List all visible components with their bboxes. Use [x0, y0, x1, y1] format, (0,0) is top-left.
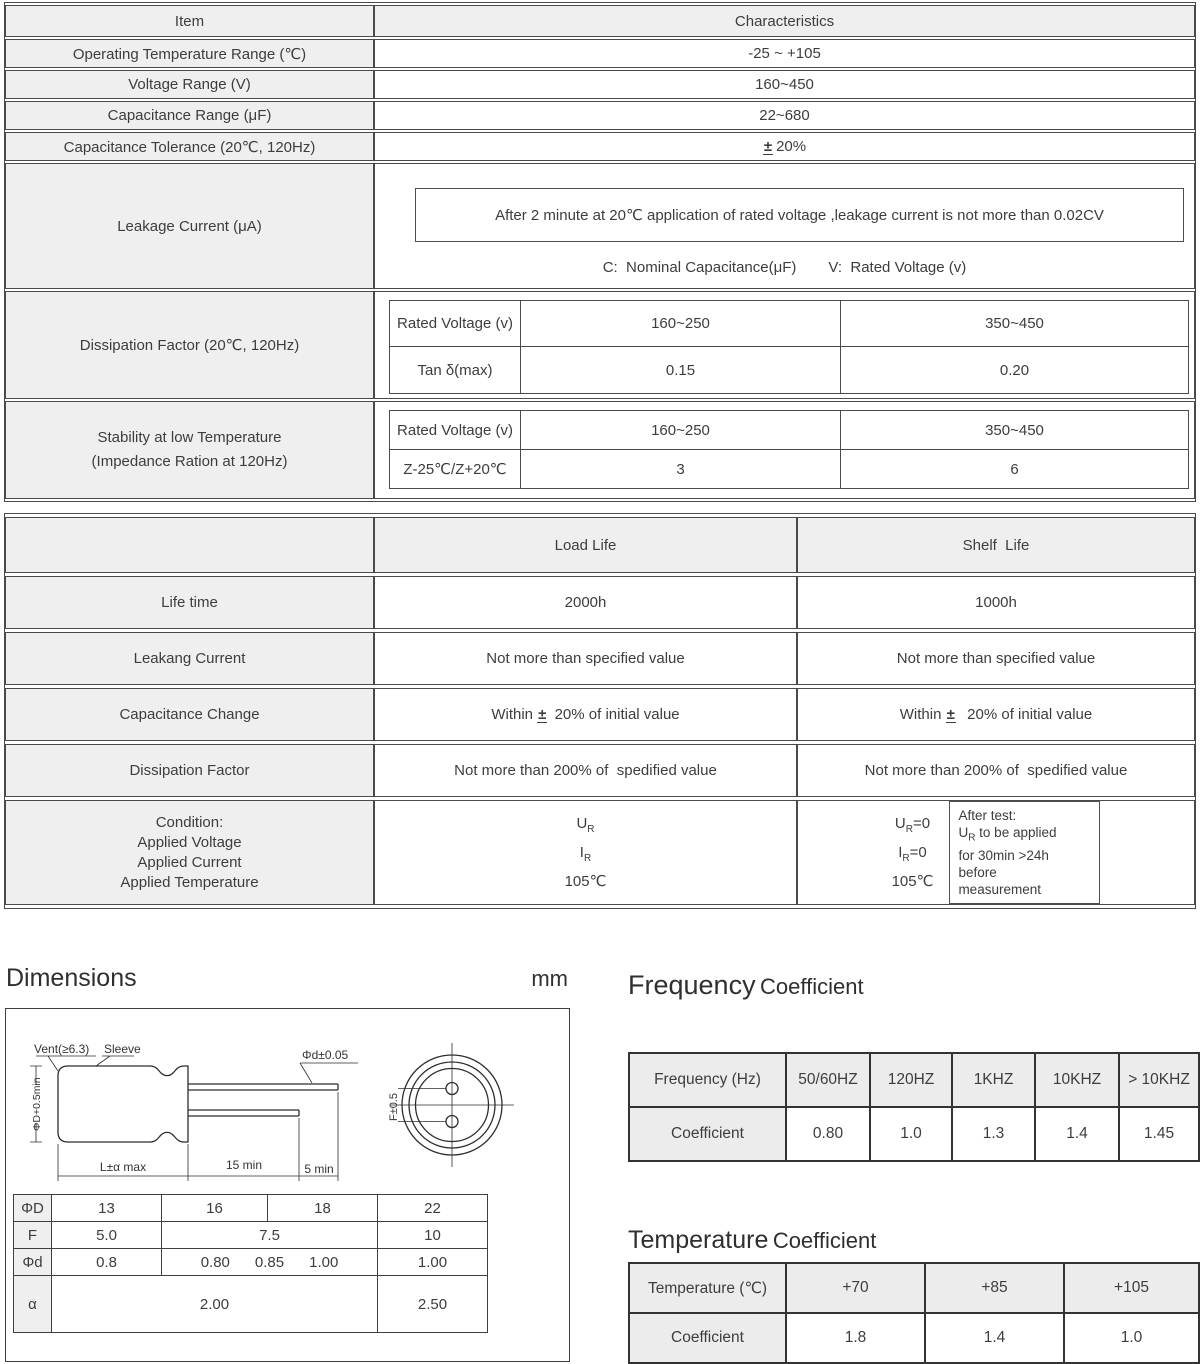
frequency-value-row [629, 1107, 1199, 1161]
inner-cell: 6 [841, 450, 1189, 489]
condition-line: Applied Current [137, 853, 242, 871]
lead15-label: 15 min [225, 1158, 263, 1172]
row-value-load: 2000h [374, 576, 797, 629]
dimensions-box [5, 1008, 570, 1362]
row-label: Leakage Current (μA) [5, 163, 374, 289]
cell: 1.00 [378, 1249, 488, 1276]
heading-sub: Coefficient [772, 1228, 877, 1253]
ir-value: $I_R$ [579, 844, 592, 864]
vent-label: Vent(≥6.3) [34, 1042, 90, 1056]
vent-leader [36, 1056, 96, 1071]
sleeve-leader [96, 1056, 134, 1066]
text: Within [491, 706, 538, 723]
temp-value: 105℃ [891, 873, 934, 890]
row-value [374, 291, 1195, 399]
stability-label-line1: Stability at low Temperature [97, 429, 282, 446]
spec-row-temp-range [5, 39, 1195, 68]
life-row-leakage [5, 632, 1195, 685]
row-value [374, 132, 1195, 161]
note-line: measurement [958, 881, 1041, 897]
text: 20% of initial value [958, 706, 1093, 723]
life-header-blank [5, 517, 374, 573]
plus-minus: ± [763, 138, 773, 155]
body-diameter-label: ΦD+0.5min [31, 1077, 43, 1131]
frequency-coefficient-table [628, 1052, 1200, 1162]
heading-main: Temperature [628, 1226, 769, 1254]
life-row-lifetime [5, 576, 1195, 629]
row-value-load: Not more than specified value [374, 632, 797, 685]
cell: 7.5 [162, 1222, 378, 1249]
dim-row-pitch [14, 1222, 488, 1249]
life-row-cap-change [5, 688, 1195, 741]
inner-header: Z-25℃/Z+20℃ [390, 450, 521, 489]
value-cell: 1.8 [786, 1313, 925, 1363]
dim-row-alpha [14, 1276, 488, 1333]
note-line: After test: [958, 808, 1017, 824]
row-value-shelf [797, 688, 1195, 741]
cell: 10 [378, 1222, 488, 1249]
cell: 22 [378, 1195, 488, 1222]
header-cell: +85 [925, 1263, 1064, 1313]
inner-cell: 350~450 [841, 301, 1189, 347]
row-value-load: Not more than 200% of spedified value [374, 744, 797, 797]
note-line: for 30min >24h [958, 847, 1049, 863]
row-value: 22~680 [374, 101, 1195, 130]
tolerance-value: 20% [776, 138, 807, 155]
inner-header: Rated Voltage (v) [390, 411, 521, 450]
life-row-dissipation [5, 744, 1195, 797]
life-header-load: Load Life [374, 517, 797, 573]
row-label: Dissipation Factor [5, 744, 374, 797]
note-line: before [958, 864, 997, 880]
header-cell: +70 [786, 1263, 925, 1313]
row-value: -25 ~ +105 [374, 39, 1195, 68]
ir-value: $I_R=0$ [898, 844, 927, 864]
row-label [5, 401, 374, 499]
row-label: Leakang Current [5, 632, 374, 685]
spec-header-item: Item [5, 5, 374, 37]
after-test-note-box [949, 801, 1100, 904]
inner-cell: 350~450 [841, 411, 1189, 450]
heading-main: Frequency [628, 970, 756, 1000]
life-header-shelf: Shelf Life [797, 517, 1195, 573]
condition-line: Applied Voltage [137, 833, 242, 851]
dimensions-table [13, 1194, 488, 1333]
row-value [374, 163, 1195, 289]
inner-header: Rated Voltage (v) [390, 301, 521, 347]
row-label: α [14, 1276, 52, 1333]
plus-minus: ± [946, 706, 955, 723]
cell: 18 [268, 1195, 378, 1222]
pitch-label: F±0.5 [388, 1092, 400, 1121]
cell: 16 [162, 1195, 268, 1222]
row-value-shelf: Not more than specified value [797, 632, 1195, 685]
condition-load-values [374, 800, 797, 905]
row-label: Capacitance Range (μF) [5, 101, 374, 130]
header-cell: 1KHZ [952, 1053, 1035, 1107]
row-label: Coefficient [629, 1313, 786, 1363]
capacitor-drawing [6, 1009, 566, 1193]
inner-header: Tan δ(max) [390, 347, 521, 394]
row-value-load [374, 688, 797, 741]
inner-cell: 0.15 [521, 347, 841, 394]
legend-voltage: V: Rated Voltage (v) [828, 259, 967, 276]
life-table [4, 513, 1196, 909]
row-label: Φd [14, 1249, 52, 1276]
row-value-shelf: Not more than 200% of spedified value [797, 744, 1195, 797]
note-line: $U_R$ to be applied [958, 825, 1057, 844]
heading-sub: Coefficient [760, 974, 864, 999]
condition-shelf-values [797, 800, 1195, 905]
spec-row-stability [5, 401, 1195, 499]
leakage-note-box [415, 188, 1184, 242]
inner-cell: 0.20 [841, 347, 1189, 394]
inner-cell: 160~250 [521, 301, 841, 347]
value-cell: 1.0 [870, 1107, 952, 1161]
condition-line: Applied Temperature [120, 873, 259, 891]
temperature-coefficient-heading [628, 1226, 876, 1255]
spec-row-leakage-current [5, 163, 1195, 289]
value-cell: 1.3 [952, 1107, 1035, 1161]
condition-label [5, 800, 374, 905]
bottom-view-crosshair [390, 1043, 514, 1167]
row-value [374, 401, 1195, 499]
value-cell: 1.0 [1064, 1313, 1199, 1363]
dim-row-lead-diameter [14, 1249, 488, 1276]
dimensions-unit: mm [531, 966, 568, 991]
value-cell: 0.80 [786, 1107, 870, 1161]
cell: 2.50 [378, 1276, 488, 1333]
frequency-coefficient-heading [628, 970, 864, 1001]
value-cell: 1.4 [1035, 1107, 1119, 1161]
row-label: Life time [5, 576, 374, 629]
stability-label-line2: (Impedance Ration at 120Hz) [91, 453, 288, 470]
length-label: L±α max [99, 1160, 147, 1174]
leakage-legend [375, 259, 1194, 276]
value-cell: 1.45 [1119, 1107, 1199, 1161]
spec-header-row [5, 5, 1195, 37]
text: 20% of initial value [550, 706, 680, 723]
spec-header-characteristics: Characteristics [374, 5, 1195, 37]
life-row-condition [5, 800, 1195, 905]
top-lead [188, 1084, 338, 1090]
plus-minus: ± [538, 706, 547, 723]
cell: 2.00 [52, 1276, 378, 1333]
stability-inner-table [389, 410, 1189, 489]
header-cell: 10KHZ [1035, 1053, 1119, 1107]
cell: 0.8 [52, 1249, 162, 1276]
condition-title: Condition: [155, 813, 224, 831]
row-label: ΦD [14, 1195, 52, 1222]
dimensions-heading [6, 964, 568, 993]
temp-value: 105℃ [564, 873, 607, 890]
row-label: Dissipation Factor (20℃, 120Hz) [5, 291, 374, 399]
lead-dia-leader [300, 1063, 358, 1083]
temperature-value-row [629, 1313, 1199, 1363]
header-cell: Frequency (Hz) [629, 1053, 786, 1107]
ur-value: $U_R=0$ [894, 815, 931, 835]
frequency-header-row [629, 1053, 1199, 1107]
ur-value: $U_R$ [576, 815, 595, 835]
life-header-row [5, 517, 1195, 573]
sleeve-label: Sleeve [104, 1042, 141, 1056]
cell: 13 [52, 1195, 162, 1222]
capacitor-body-outline [58, 1066, 188, 1142]
header-cell: +105 [1064, 1263, 1199, 1313]
row-label: Coefficient [629, 1107, 786, 1161]
header-cell: 50/60HZ [786, 1053, 870, 1107]
header-cell: > 10KHZ [1119, 1053, 1199, 1107]
inner-cell: 160~250 [521, 411, 841, 450]
temperature-coefficient-table [628, 1262, 1200, 1364]
dimensions-title: Dimensions [6, 964, 137, 992]
spec-row-cap-range [5, 101, 1195, 130]
spec-row-cap-tolerance [5, 132, 1195, 161]
dissipation-inner-table [389, 300, 1189, 394]
header-cell: Temperature (℃) [629, 1263, 786, 1313]
row-value-shelf: 1000h [797, 576, 1195, 629]
row-label: Operating Temperature Range (℃) [5, 39, 374, 68]
legend-capacitance: C: Nominal Capacitance(μF) [602, 259, 797, 276]
header-cell: 120HZ [870, 1053, 952, 1107]
lead-diameter-label: Φd±0.05 [302, 1048, 349, 1062]
spec-table [4, 2, 1196, 502]
text: Within [899, 706, 946, 723]
inner-cell: 3 [521, 450, 841, 489]
cell: 0.80 0.85 1.00 [162, 1249, 378, 1276]
spec-row-voltage-range [5, 70, 1195, 99]
lead5-label: 5 min [304, 1162, 334, 1176]
leakage-note-text: After 2 minute at 20℃ application of rated voltage ,leakage current is not more than 0.02CV [495, 207, 1104, 224]
temperature-header-row [629, 1263, 1199, 1313]
dim-row-diameter [14, 1195, 488, 1222]
row-label: Voltage Range (V) [5, 70, 374, 99]
row-label: F [14, 1222, 52, 1249]
row-value: 160~450 [374, 70, 1195, 99]
row-label: Capacitance Tolerance (20℃, 120Hz) [5, 132, 374, 161]
cell: 5.0 [52, 1222, 162, 1249]
bottom-lead [188, 1110, 299, 1116]
row-label: Capacitance Change [5, 688, 374, 741]
spec-row-dissipation [5, 291, 1195, 399]
value-cell: 1.4 [925, 1313, 1064, 1363]
